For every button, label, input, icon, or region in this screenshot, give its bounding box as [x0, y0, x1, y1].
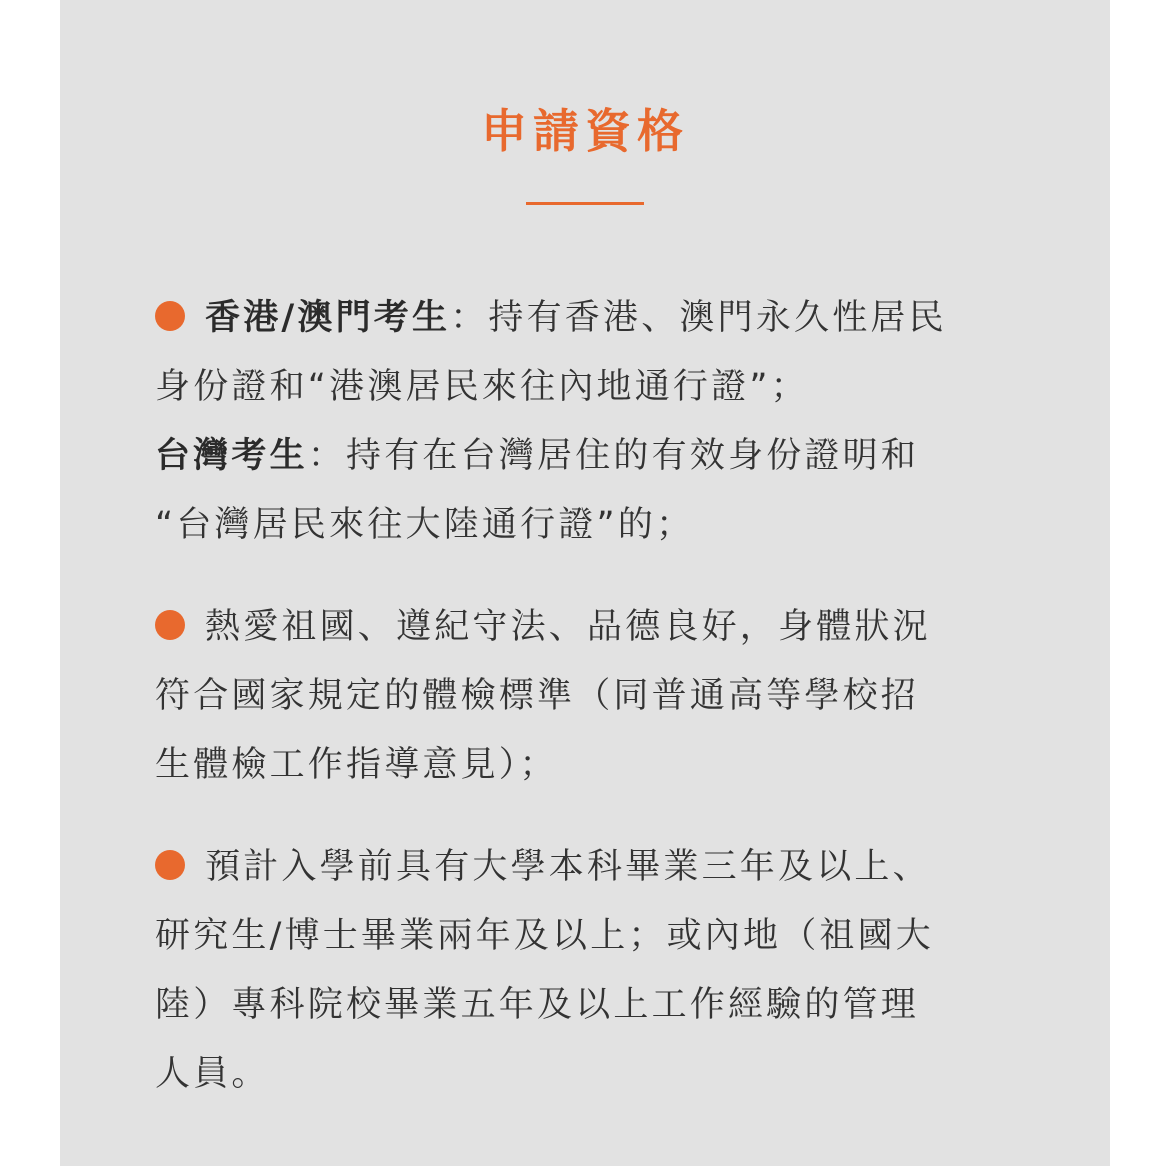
text-line [155, 833, 1015, 902]
title-underline [526, 202, 644, 205]
label-taiwan-applicants: 台灣考生 [155, 436, 308, 476]
bullet-dot-icon [155, 610, 185, 640]
bullet-dot-icon [155, 301, 185, 331]
content-panel [60, 0, 1110, 1166]
text-segment: 熱愛祖國、遵紀守法、品德良好，身體狀況 [205, 607, 931, 647]
text-line: 生體檢工作指導意見）； [155, 745, 558, 785]
text-segment: 預計入學前具有大學本科畢業三年及以上、 [205, 847, 931, 887]
text-line [155, 593, 1015, 662]
text-line: 人員。 [155, 1054, 270, 1094]
text-line: “台灣居民來往大陸通行證”的； [155, 505, 695, 545]
text-line [155, 422, 1015, 491]
eligibility-item-conduct-health [155, 593, 1015, 800]
text-line: 陸）專科院校畢業五年及以上工作經驗的管理 [155, 985, 920, 1025]
page-title: 申請資格 [481, 104, 689, 158]
eligibility-item-experience [155, 833, 1015, 1109]
text-line: 身份證和“港澳居民來往內地通行證”； [155, 367, 809, 407]
text-line: 研究生/博士畢業兩年及以上；或內地（祖國大 [155, 916, 934, 956]
eligibility-item-residency [155, 284, 1015, 560]
text-segment: ：持有香港、澳門永久性居民 [450, 298, 947, 338]
text-line: 符合國家規定的體檢標準（同普通高等學校招 [155, 676, 920, 716]
text-segment: ：持有在台灣居住的有效身份證明和 [307, 436, 920, 476]
bullet-dot-icon [155, 850, 185, 880]
eligibility-list [155, 284, 1015, 1109]
text-line [155, 284, 1015, 353]
label-hk-macao-applicants: 香港/澳門考生 [205, 298, 451, 338]
